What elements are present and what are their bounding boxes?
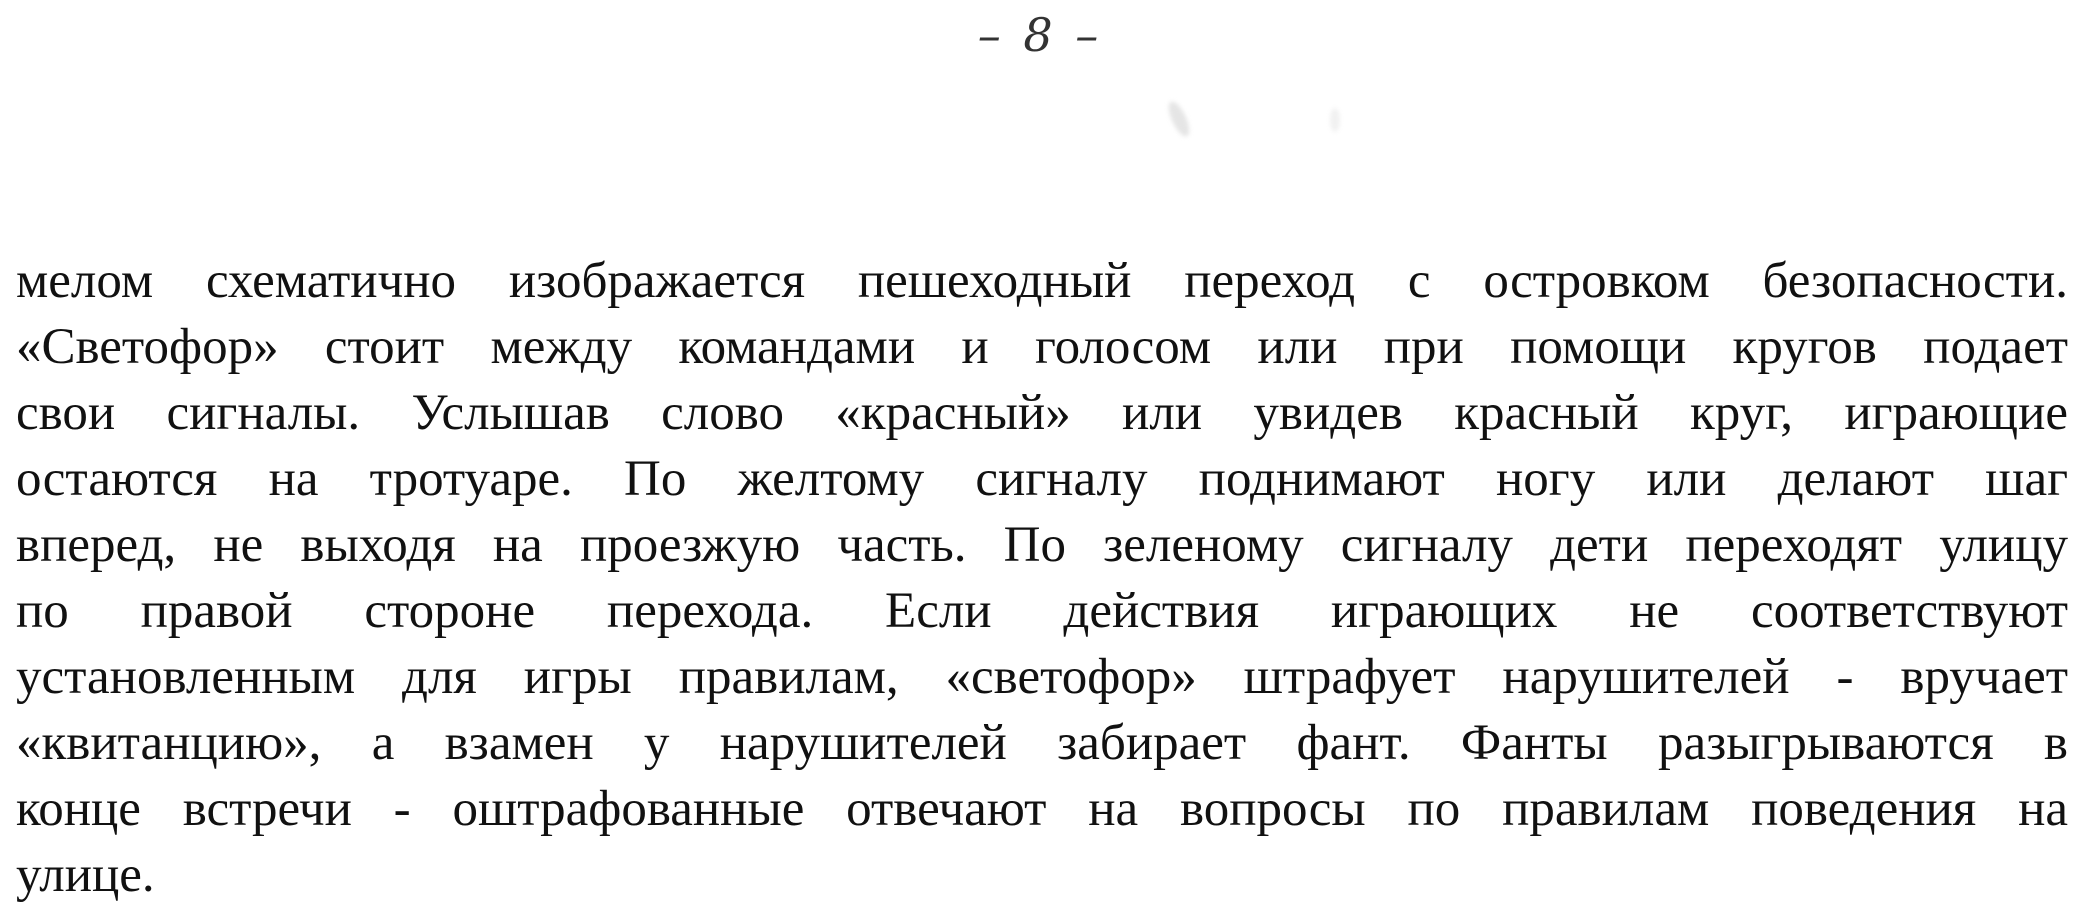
text-line: по правой стороне перехода. Если действия играющих не соответствуют <box>16 583 2068 639</box>
text-line: «квитанцию», а взамен у нарушителей забирает фант. Фанты разыгрываются в <box>16 715 2068 771</box>
text-line: улице. <box>16 847 155 903</box>
text-line: свои сигналы. Услышав слово «красный» или увидев красный круг, играющие <box>16 385 2068 441</box>
page-number: – 8 – <box>977 8 1103 62</box>
body-paragraph <box>16 248 2068 908</box>
text-line: конце встречи - оштрафованные отвечают на вопросы по правилам поведения на <box>16 781 2068 837</box>
text-line: остаются на тротуаре. По желтому сигналу поднимают ногу или делают шаг <box>16 451 2068 507</box>
text-line: мелом схематично изображается пешеходный переход с островком безопасности. <box>16 253 2068 309</box>
scan-smudge <box>1330 108 1340 132</box>
text-line: установленным для игры правилам, «светофор» штрафует нарушителей - вручает <box>16 649 2068 705</box>
text-line: вперед, не выходя на проезжую часть. По зеленому сигналу дети переходят улицу <box>16 517 2068 573</box>
scan-smudge <box>1165 99 1194 139</box>
text-line: «Светофор» стоит между командами и голосом или при помощи кругов подает <box>16 319 2068 375</box>
